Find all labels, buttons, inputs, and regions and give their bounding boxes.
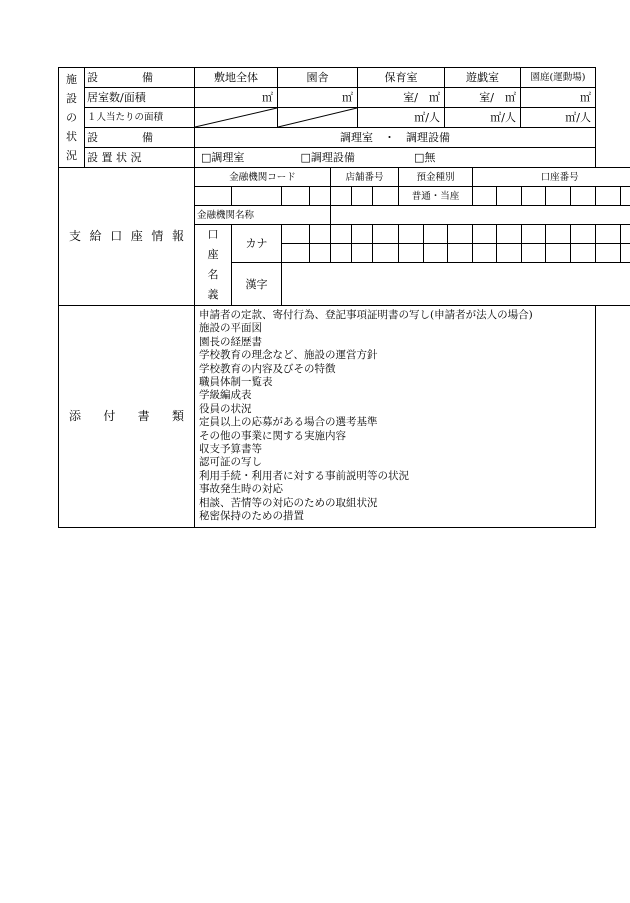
attachment-item: 認可証の写し: [199, 456, 262, 469]
account-no-digit[interactable]: [473, 187, 497, 206]
attachment-item: 施設の平面図: [199, 322, 262, 335]
rooms-area-site[interactable]: ㎡: [195, 88, 278, 108]
holder-side-label: [195, 225, 232, 306]
col-playroom: 遊戯室: [445, 68, 521, 88]
deposit-type-header: 預金種別: [399, 168, 473, 187]
bank-code-digit[interactable]: [282, 187, 310, 206]
attachment-item: 学校教育の内容及びその特徴: [199, 362, 336, 375]
kana-box[interactable]: [331, 244, 352, 263]
rooms-area-playroom[interactable]: 室/ ㎡: [445, 88, 521, 108]
bank-name-label: 金融機関名称: [195, 206, 331, 225]
kana-box[interactable]: [352, 244, 373, 263]
kana-box[interactable]: [522, 244, 546, 263]
branch-no-digit[interactable]: [352, 187, 373, 206]
bank-code-header: 金融機関コード: [195, 168, 331, 187]
col-site: 敷地全体: [195, 68, 278, 88]
side-char: 況: [66, 149, 77, 162]
kana-box[interactable]: [399, 244, 424, 263]
side-char: 施: [66, 73, 77, 86]
per-person-building-disabled: [278, 108, 358, 128]
kana-box[interactable]: [596, 225, 621, 244]
account-no-digit[interactable]: [621, 187, 630, 206]
attachment-item: 役員の状況: [199, 402, 252, 415]
attachments-label-cell: [59, 306, 195, 528]
bank-code-digit[interactable]: [232, 187, 282, 206]
kanji-label: 漢字: [232, 263, 282, 306]
kana-box[interactable]: [546, 225, 571, 244]
facility-side-label: [59, 68, 85, 168]
kitchen-label: 設 備: [85, 128, 195, 148]
attachment-item: 相談、苦情等の対応のための取組状況: [199, 496, 378, 509]
kana-box[interactable]: [448, 225, 473, 244]
kana-box[interactable]: [310, 225, 331, 244]
side-char: 状: [66, 130, 77, 143]
per-person-playroom[interactable]: ㎡/人: [445, 108, 521, 128]
kana-box[interactable]: [282, 244, 310, 263]
branch-no-header: 店舗番号: [331, 168, 399, 187]
kana-box[interactable]: [546, 244, 571, 263]
attachment-item: 利用手続・利用者に対する事前説明等の状況: [199, 469, 409, 482]
kana-box[interactable]: [497, 244, 522, 263]
option-kitchen-checkbox[interactable]: □調理室: [201, 150, 245, 164]
bank-name-field[interactable]: [331, 206, 630, 225]
per-person-label: １人当たりの面積: [85, 108, 195, 128]
option-none-checkbox[interactable]: □無: [414, 150, 436, 164]
bank-code-digit[interactable]: [195, 187, 232, 206]
kana-box[interactable]: [473, 244, 497, 263]
kana-box[interactable]: [424, 244, 448, 263]
kana-box[interactable]: [399, 225, 424, 244]
attachments-list: [195, 306, 596, 528]
holder-char: 口: [207, 228, 219, 241]
attachments-label: 添 付 書 類: [69, 409, 184, 424]
col-building: 園舎: [278, 68, 358, 88]
side-char: の: [66, 111, 77, 124]
kana-box[interactable]: [448, 244, 473, 263]
rooms-area-label: 居室数/面積: [85, 88, 195, 108]
rooms-area-building[interactable]: ㎡: [278, 88, 358, 108]
kana-box[interactable]: [522, 225, 546, 244]
attachment-item: 園長の経歴書: [199, 335, 262, 348]
kana-box[interactable]: [352, 225, 373, 244]
col-yard: 園庭(運動場): [521, 68, 596, 88]
account-no-digit[interactable]: [596, 187, 621, 206]
holder-char: 座: [207, 248, 219, 261]
kana-box[interactable]: [621, 225, 630, 244]
rooms-area-nursery[interactable]: 室/ ㎡: [358, 88, 445, 108]
account-no-header: 口座番号: [473, 168, 630, 187]
attachment-item: 収支予算書等: [199, 443, 262, 456]
payment-table: [58, 167, 630, 306]
attachment-item: 学校教育の理念など、施設の運営方針: [199, 349, 378, 362]
kana-box[interactable]: [373, 225, 399, 244]
kana-box[interactable]: [331, 225, 352, 244]
kitchen-value: 調理室 ・ 調理設備: [195, 128, 596, 148]
payment-label: 支 給 口 座 情 報: [69, 229, 184, 243]
per-person-site-disabled: [195, 108, 278, 128]
col-nursery-room: 保育室: [358, 68, 445, 88]
deposit-type-value[interactable]: 普通・当座: [399, 187, 473, 206]
install-status-options: [195, 148, 596, 168]
attachment-item: その他の事業に関する実施内容: [199, 429, 346, 442]
per-person-nursery[interactable]: ㎡/人: [358, 108, 445, 128]
attachment-item: 職員体制一覧表: [199, 376, 273, 389]
kanji-field[interactable]: [282, 263, 630, 306]
install-status-label: 設 置 状 況: [85, 148, 195, 168]
kana-box[interactable]: [424, 225, 448, 244]
branch-no-digit[interactable]: [373, 187, 399, 206]
per-person-yard[interactable]: ㎡/人: [521, 108, 596, 128]
kana-box[interactable]: [596, 244, 621, 263]
equipment-header-label: 設 備: [85, 68, 195, 88]
attachment-item: 申請者の定款、寄付行為、登記事項証明書の写し(申請者が法人の場合): [199, 309, 533, 321]
side-char: 設: [66, 92, 77, 105]
kana-box[interactable]: [473, 225, 497, 244]
attachment-item: 秘密保持のための措置: [199, 510, 304, 523]
kana-box[interactable]: [282, 225, 310, 244]
account-no-digit[interactable]: [546, 187, 571, 206]
application-form: [58, 67, 595, 528]
rooms-area-yard[interactable]: ㎡: [521, 88, 596, 108]
kana-box[interactable]: [373, 244, 399, 263]
account-no-digit[interactable]: [497, 187, 522, 206]
attachments-table: [58, 305, 596, 528]
option-kitchen-equipment-checkbox[interactable]: □調理設備: [300, 150, 355, 164]
bank-code-digit[interactable]: [310, 187, 331, 206]
kana-box[interactable]: [571, 225, 596, 244]
attachment-item: 学級編成表: [199, 389, 252, 402]
kana-label: カナ: [232, 225, 282, 263]
kana-box[interactable]: [571, 244, 596, 263]
kana-box[interactable]: [497, 225, 522, 244]
kana-box[interactable]: [310, 244, 331, 263]
account-no-digit[interactable]: [522, 187, 546, 206]
attachment-item: 定員以上の応募がある場合の選考基準: [199, 416, 378, 429]
kana-box[interactable]: [621, 244, 630, 263]
holder-char: 義: [207, 288, 219, 301]
facility-table: [58, 67, 596, 168]
payment-label-cell: [59, 168, 195, 306]
account-no-digit[interactable]: [571, 187, 596, 206]
attachment-item: 事故発生時の対応: [199, 483, 283, 496]
branch-no-digit[interactable]: [331, 187, 352, 206]
holder-char: 名: [207, 268, 219, 281]
